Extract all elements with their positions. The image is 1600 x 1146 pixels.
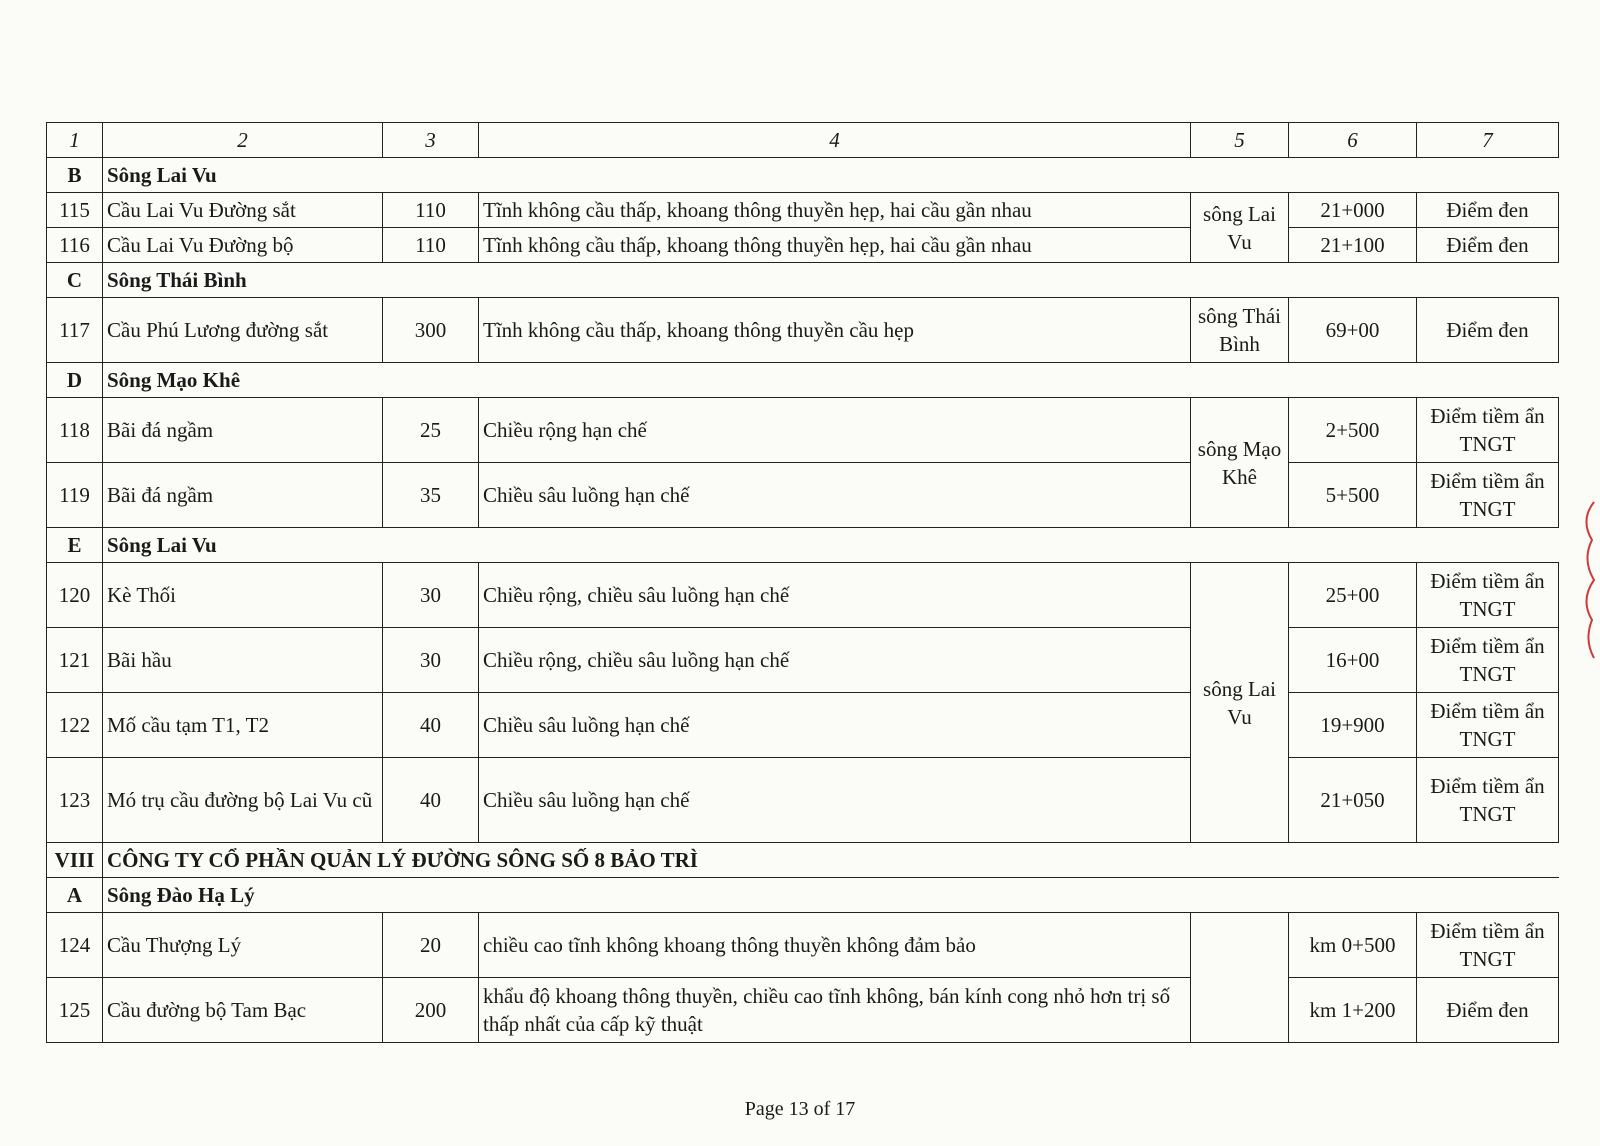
column-number: 6 [1289,123,1417,158]
location-name: Bãi đá ngầm [103,398,383,463]
column-number-row [47,123,1559,158]
description: Tĩnh không cầu thấp, khoang thông thuyền cầu hẹp [479,298,1191,363]
row-number: 125 [47,978,103,1043]
section-title: Sông Mạo Khê [103,363,1559,398]
point-type: Điểm tiềm ẩn TNGT [1417,758,1559,843]
length-value: 110 [383,193,479,228]
km-marker: 21+100 [1289,228,1417,263]
description: Chiều sâu luồng hạn chế [479,758,1191,843]
river-name: sông Thái Bình [1191,298,1289,363]
length-value: 30 [383,563,479,628]
length-value: 40 [383,758,479,843]
river-name: sông Lai Vu [1191,563,1289,843]
hazard-points-table [46,122,1559,1043]
section-code: E [47,528,103,563]
table-row [47,978,1559,1043]
column-number: 5 [1191,123,1289,158]
description: Tĩnh không cầu thấp, khoang thông thuyền hẹp, hai cầu gần nhau [479,193,1191,228]
location-name: Cầu Lai Vu Đường bộ [103,228,383,263]
table-row [47,563,1559,628]
section-title: Sông Thái Bình [103,263,1559,298]
description: Chiều rộng, chiều sâu luồng hạn chế [479,563,1191,628]
section-title: Sông Đào Hạ Lý [103,878,1559,913]
section-title: CÔNG TY CỔ PHẦN QUẢN LÝ ĐƯỜNG SÔNG SỐ 8 BẢO TRÌ [103,843,1559,878]
length-value: 110 [383,228,479,263]
location-name: Cầu Phú Lương đường sắt [103,298,383,363]
location-name: Bãi đá ngầm [103,463,383,528]
section-row [47,158,1559,193]
table-row [47,913,1559,978]
description: Chiều rộng, chiều sâu luồng hạn chế [479,628,1191,693]
description: chiều cao tĩnh không khoang thông thuyền không đảm bảo [479,913,1191,978]
km-marker: 25+00 [1289,563,1417,628]
length-value: 200 [383,978,479,1043]
length-value: 30 [383,628,479,693]
section-code: B [47,158,103,193]
row-number: 124 [47,913,103,978]
section-code: A [47,878,103,913]
section-row [47,528,1559,563]
location-name: Cầu Thượng Lý [103,913,383,978]
km-marker: 5+500 [1289,463,1417,528]
point-type: Điểm tiềm ẩn TNGT [1417,913,1559,978]
length-value: 300 [383,298,479,363]
column-number: 1 [47,123,103,158]
page-number: Page 13 of 17 [744,1098,856,1120]
row-number: 118 [47,398,103,463]
point-type: Điểm tiềm ẩn TNGT [1417,463,1559,528]
table-row [47,693,1559,758]
point-type: Điểm tiềm ẩn TNGT [1417,563,1559,628]
table-row [47,398,1559,463]
point-type: Điểm đen [1417,193,1559,228]
table-row [47,758,1559,843]
point-type: Điểm tiềm ẩn TNGT [1417,398,1559,463]
row-number: 120 [47,563,103,628]
description: Chiều sâu luồng hạn chế [479,463,1191,528]
location-name: Mó trụ cầu đường bộ Lai Vu cũ [103,758,383,843]
description: Chiều rộng hạn chế [479,398,1191,463]
table-row [47,228,1559,263]
row-number: 115 [47,193,103,228]
length-value: 25 [383,398,479,463]
length-value: 40 [383,693,479,758]
row-number: 117 [47,298,103,363]
point-type: Điểm đen [1417,298,1559,363]
point-type: Điểm tiềm ẩn TNGT [1417,693,1559,758]
stamp-edge-icon [1576,500,1598,660]
table-row [47,193,1559,228]
km-marker: km 1+200 [1289,978,1417,1043]
table-row [47,298,1559,363]
river-name: sông Mạo Khê [1191,398,1289,528]
point-type: Điểm đen [1417,228,1559,263]
row-number: 121 [47,628,103,693]
section-row [47,363,1559,398]
description: khẩu độ khoang thông thuyền, chiều cao tĩnh không, bán kính cong nhỏ hơn trị số thấp nhất của cấp kỹ thuật [479,978,1191,1043]
column-number: 4 [479,123,1191,158]
section-row [47,843,1559,878]
location-name: Mố cầu tạm T1, T2 [103,693,383,758]
column-number: 2 [103,123,383,158]
km-marker: 21+050 [1289,758,1417,843]
row-number: 123 [47,758,103,843]
column-number: 7 [1417,123,1559,158]
km-marker: 21+000 [1289,193,1417,228]
section-row [47,878,1559,913]
location-name: Kè Thối [103,563,383,628]
table-row [47,463,1559,528]
section-code: D [47,363,103,398]
point-type: Điểm đen [1417,978,1559,1043]
row-number: 116 [47,228,103,263]
km-marker: 69+00 [1289,298,1417,363]
section-code: VIII [47,843,103,878]
row-number: 122 [47,693,103,758]
length-value: 20 [383,913,479,978]
location-name: Cầu đường bộ Tam Bạc [103,978,383,1043]
row-number: 119 [47,463,103,528]
length-value: 35 [383,463,479,528]
description: Tĩnh không cầu thấp, khoang thông thuyền hẹp, hai cầu gần nhau [479,228,1191,263]
column-number: 3 [383,123,479,158]
description: Chiều sâu luồng hạn chế [479,693,1191,758]
river-name [1191,913,1289,1043]
location-name: Cầu Lai Vu Đường sắt [103,193,383,228]
section-title: Sông Lai Vu [103,158,1559,193]
section-title: Sông Lai Vu [103,528,1559,563]
section-row [47,263,1559,298]
km-marker: km 0+500 [1289,913,1417,978]
point-type: Điểm tiềm ẩn TNGT [1417,628,1559,693]
location-name: Bãi hầu [103,628,383,693]
km-marker: 16+00 [1289,628,1417,693]
km-marker: 2+500 [1289,398,1417,463]
table-row [47,628,1559,693]
section-code: C [47,263,103,298]
river-name: sông Lai Vu [1191,193,1289,263]
km-marker: 19+900 [1289,693,1417,758]
